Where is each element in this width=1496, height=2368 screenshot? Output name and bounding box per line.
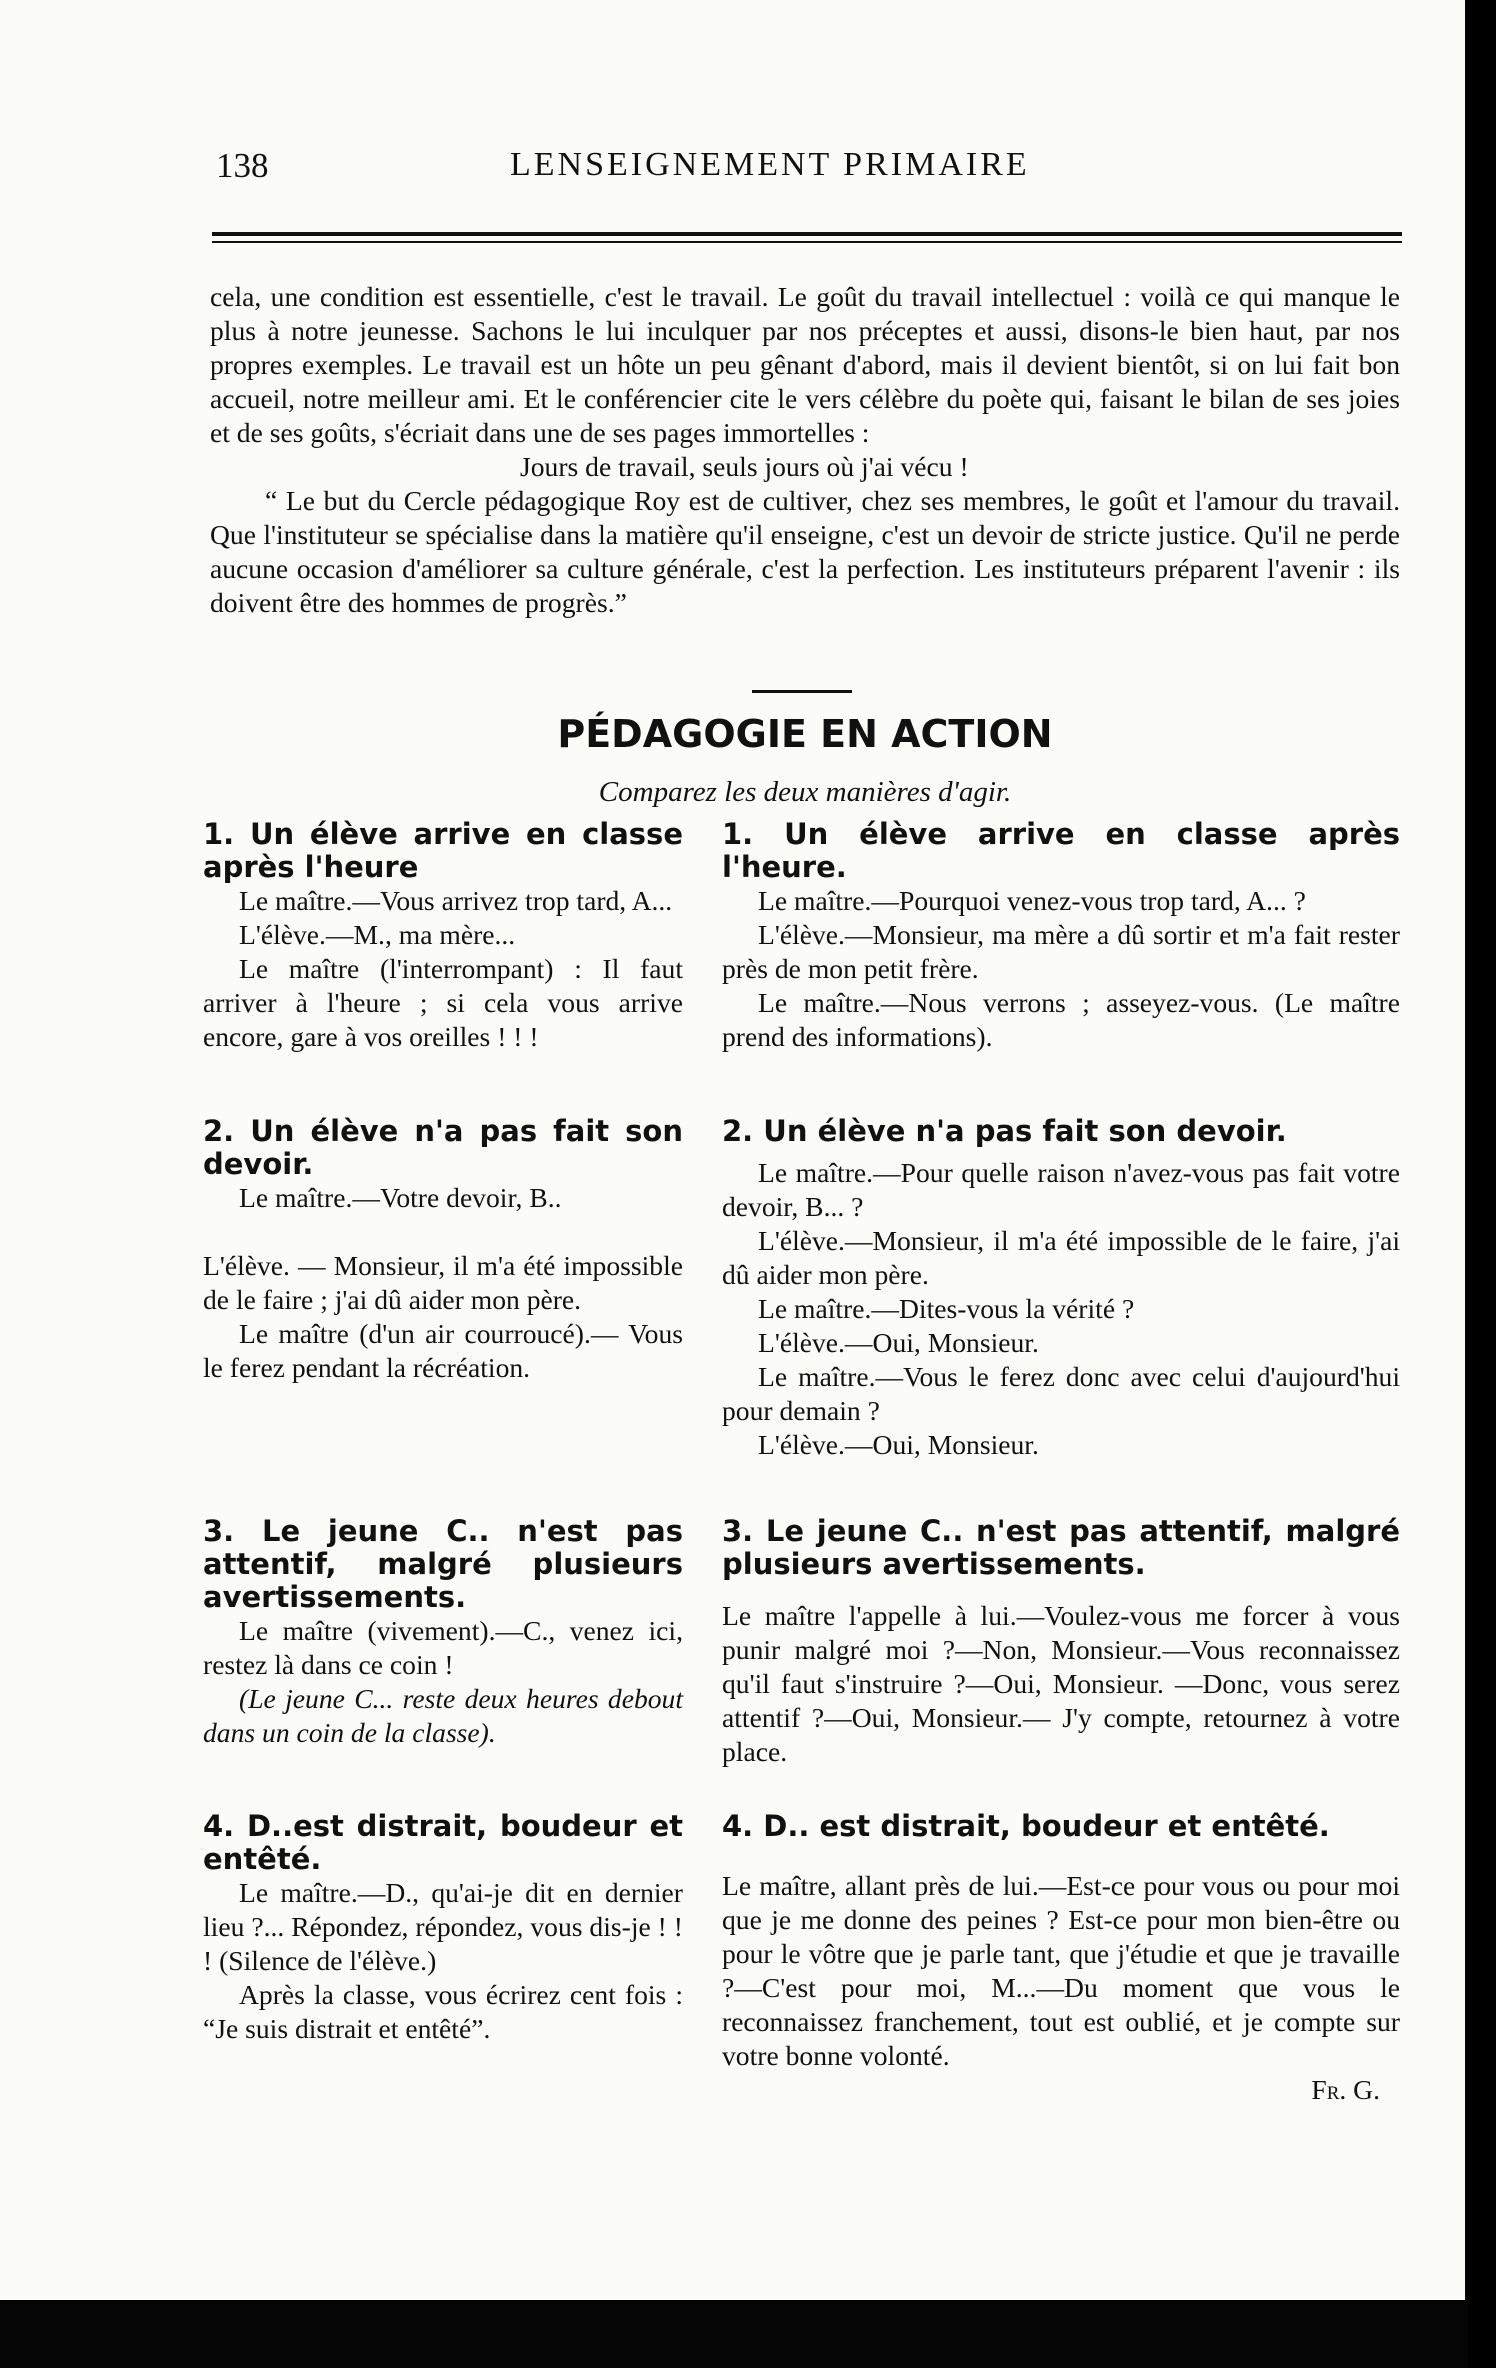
right-line: L'élève.—Oui, Monsieur.	[758, 1327, 1039, 1358]
header-rule-thick	[212, 232, 1402, 236]
left-heading-3: 3. Le jeune C.. n'est pas attentif, malgré plusieurs avertissements.	[203, 1514, 683, 1614]
left-line: (Le jeune C... reste deux heures debout dans un coin de la classe).	[203, 1683, 683, 1748]
signature: Fr. G.	[1311, 2074, 1380, 2105]
right-heading-3: 3. Le jeune C.. n'est pas attentif, malgré plusieurs avertissements.	[722, 1514, 1400, 1581]
left-section-3	[203, 1515, 683, 1750]
left-line: L'élève.—M., ma mère...	[239, 919, 516, 950]
left-line: Le maître.—Vous arrivez trop tard, A...	[239, 885, 673, 916]
left-section-1	[203, 818, 683, 1054]
left-line: Le maître.—D., qu'ai-je dit en dernier lieu ?... Répondez, répondez, vous dis-je ! ! ! (Silence de l'élève.)	[203, 1877, 683, 1976]
right-section-2	[722, 1115, 1400, 1462]
right-line: Le maître, allant près de lui.—Est-ce pour vous ou pour moi que je me donne des peines ? Est-ce pour mon bien-être ou pour le vôtre que je parle tant, que j'étudie et que je travaille ?—C'est pour moi, M...—Du moment que vous le reconnaissez franchement, tout est oublié, et je compte sur votre bonne volonté.	[722, 1870, 1400, 2071]
right-heading-2: 2. Un élève n'a pas fait son devoir.	[722, 1114, 1287, 1148]
quoted-verse: Jours de travail, seuls jours où j'ai vécu !	[520, 451, 969, 482]
left-line: Après la classe, vous écrirez cent fois : “Je suis distrait et entêté”.	[203, 1979, 683, 2044]
left-section-2	[203, 1115, 683, 1385]
left-line: Le maître (d'un air courroucé).— Vous le ferez pendant la récréation.	[203, 1318, 683, 1383]
right-line: Le maître.—Pour quelle raison n'avez-vous pas fait votre devoir, B... ?	[722, 1157, 1400, 1222]
right-line: L'élève.—Monsieur, ma mère a dû sortir et m'a fait rester près de mon petit frère.	[722, 919, 1400, 984]
left-section-4	[203, 1810, 683, 2046]
right-line: L'élève.—Monsieur, il m'a été impossible de le faire, j'ai dû aider mon père.	[722, 1225, 1400, 1290]
right-heading-4: 4. D.. est distrait, boudeur et entêté.	[722, 1809, 1330, 1843]
right-heading-1: 1. Un élève arrive en classe après l'heure.	[722, 817, 1400, 884]
right-section-4	[722, 1810, 1400, 2107]
left-line: Le maître.—Votre devoir, B..	[239, 1182, 562, 1213]
left-line: L'élève. — Monsieur, il m'a été impossible de le faire ; j'ai dû aider mon père.	[203, 1250, 683, 1315]
right-line: Le maître.—Vous le ferez donc avec celui d'aujourd'hui pour demain ?	[722, 1361, 1400, 1426]
right-section-3	[722, 1515, 1400, 1769]
section-title: PÉDAGOGIE EN ACTION	[557, 712, 1053, 756]
scan-edge	[1468, 0, 1496, 2368]
right-line: Le maître l'appelle à lui.—Voulez-vous me forcer à vous punir malgré moi ?—Non, Monsieur.—Vous reconnaissez qu'il faut s'instruire ?—Oui, Monsieur. —Donc, vous serez attentif ?—Oui, Monsieur.— J'y compte, retournez à votre place.	[722, 1600, 1400, 1767]
left-heading-2: 2. Un élève n'a pas fait son devoir.	[203, 1114, 683, 1181]
right-line: Le maître.—Pourquoi venez-vous trop tard, A... ?	[758, 885, 1306, 916]
running-title: LENSEIGNEMENT PRIMAIRE	[510, 146, 1030, 183]
intro-paragraph-2: “ Le but du Cercle pédagogique Roy est de cultiver, chez ses membres, le goût et l'amour du travail. Que l'instituteur se spécialise dans la matière qu'il enseigne, c'est un devoir de stricte justice. Qu'il ne perde aucune occasion d'améliorer sa culture générale, c'est la perfection. Les instituteurs préparent l'avenir : ils doivent être des hommes de progrès.”	[210, 485, 1400, 618]
section-divider	[752, 690, 852, 693]
left-heading-4: 4. D..est distrait, boudeur et entêté.	[203, 1809, 683, 1876]
page-number: 138	[216, 146, 269, 185]
left-heading-1: 1. Un élève arrive en classe après l'heure	[203, 817, 683, 884]
right-line: Le maître.—Nous verrons ; asseyez-vous. (Le maître prend des informations).	[722, 987, 1400, 1052]
right-section-1	[722, 818, 1400, 1054]
running-header	[210, 146, 1400, 196]
left-line: Le maître (vivement).—C., venez ici, restez là dans ce coin !	[203, 1615, 683, 1680]
header-rule-thin	[212, 241, 1402, 243]
right-line: Le maître.—Dites-vous la vérité ?	[758, 1293, 1135, 1324]
intro-text	[210, 280, 1400, 620]
left-line: Le maître (l'interrompant) : Il faut arriver à l'heure ; si cela vous arrive encore, gare à vos oreilles ! ! !	[203, 953, 683, 1052]
intro-paragraph-1: cela, une condition est essentielle, c'est le travail. Le goût du travail intellectuel : voilà ce qui manque le plus à notre jeunesse. Sachons le lui inculquer par nos préceptes et aussi, disons-le bien haut, par nos propres exemples. Le travail est un hôte un peu gênant d'abord, mais il devient bientôt, si on lui fait bon accueil, notre meilleur ami. Et le conférencier cite le vers célèbre du poète qui, faisant le bilan de ses joies et de ses goûts, s'écriait dans une de ses pages immortelles :	[210, 281, 1400, 448]
section-subtitle: Comparez les deux manières d'agir.	[598, 776, 1012, 808]
right-line: L'élève.—Oui, Monsieur.	[758, 1429, 1039, 1460]
